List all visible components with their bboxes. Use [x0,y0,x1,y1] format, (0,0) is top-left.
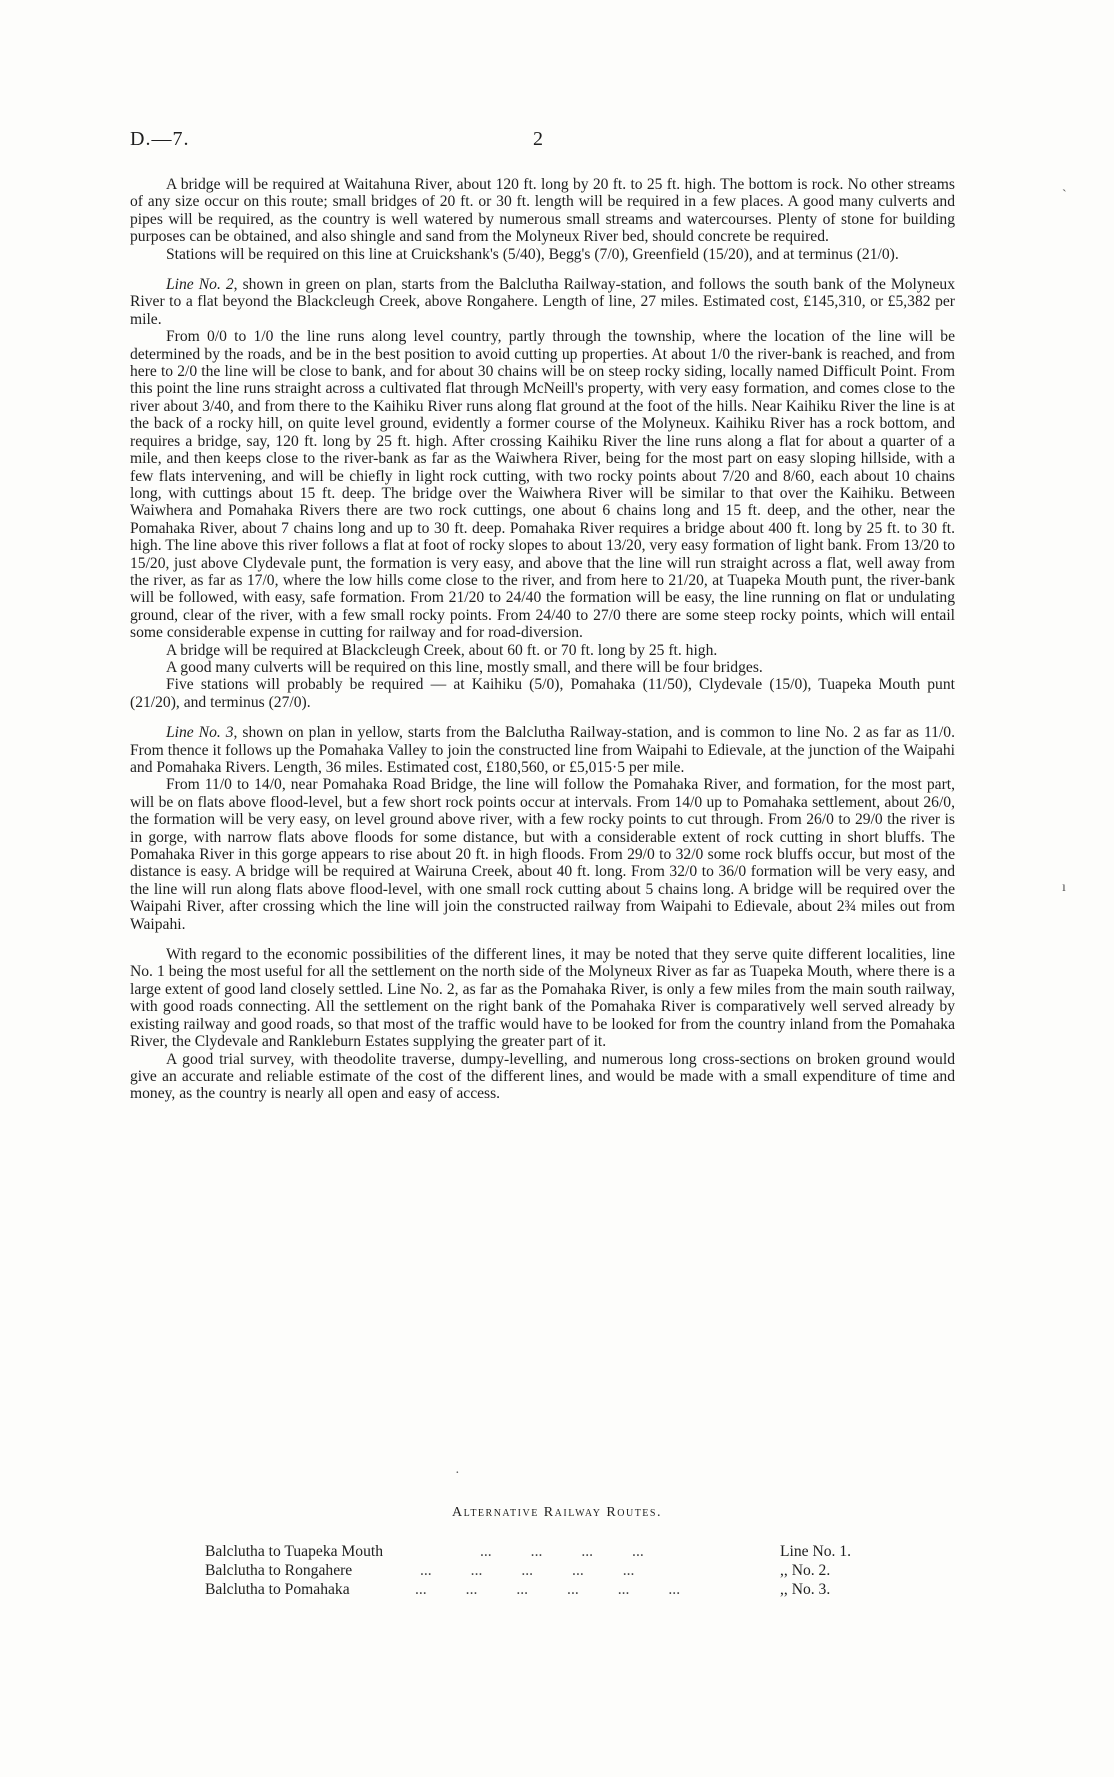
scan-mark: ` [1062,188,1067,203]
paragraph: Stations will be required on this line at Cruickshank's (5/40), Begg's (7/0), Greenfield (15/20), and at terminus (21/0). [166,245,899,263]
route-row [205,1581,885,1600]
route-name: Balclutha to Tuapeka Mouth [205,1543,384,1560]
paragraph: Line No. 3, shown on plan in yellow, starts from the Balclutha Railway-station, and is common to line No. 2 as far as 11/0. From thence it follows up the Pomahaka Valley to join the constructed line from Waipahi to Edievale, at the junction of the Waipahi and Pomahaka Rivers. Length, 36 miles. Estimated cost, £180,560, or £5,015·5 per mile. [130,724,955,776]
route-line-number: Line No. 1. [780,1543,852,1560]
paragraph: A bridge will be required at Waitahuna River, about 120 ft. long by 20 ft. to 25 ft. high. The bottom is rock. No other streams of any size occur on this route; small bridges of 20 ft. or 30 ft. length will be required in a few places. A good many culverts and pipes will be required, as the country is well watered by numerous small streams and watercourses. Plenty of stone for building purposes can be obtained, and also shingle and sand from the Molyneux River bed, should concrete be required. [130,176,955,246]
paragraph: Line No. 2, shown in green on plan, starts from the Balclutha Railway-station, and follows the south bank of the Molyneux River to a flat beyond the Blackcleugh Creek, above Rongahere. Length of line, 27 miles. Estimated cost, £145,310, or £5,382 per mile. [130,276,955,328]
line-heading: Line No. 2 [166,276,234,294]
paragraph: Five stations will probably be required — at Kaihiku (5/0), Pomahaka (11/50), Clydevale (15/0), Tuapeka Mouth punt (21/20), and terminus (27/0). [130,676,955,711]
paragraph: From 0/0 to 1/0 the line runs along level country, partly through the township, where the location of the line will be determined by the roads, and be in the best position to avoid cutting up properties. At about 1/0 the river-bank is reached, and from here to 2/0 the line will be close to bank, and for about 30 chains will be on steep rocky siding, locally named Difficult Point. From this point the line runs straight across a cultivated flat through McNeill's property, with very easy formation, and comes close to the river about 3/40, and from there to the Kaihiku River runs along flat ground at the foot of the hills. Near Kaihiku River the line is at the back of a rocky hill, on quite level ground, evidently a former course of the Molyneux. Kaihiku River has a rock bottom, and requires a bridge, say, 120 ft. long by 25 ft. high. After crossing Kaihiku River the line runs along a flat for about a quarter of a mile, and then keeps close to the river-bank as far as the Waiwhera River, being for the most part on easy sloping hillside, with a few flats intervening, and will be chiefly in light rock cutting, with two rocky points about 7/20 and 8/60, each about 10 chains long, with cuttings about 15 ft. deep. The bridge over the Waiwhera River will be similar to that over the Kaihiku. Between Waiwhera and Pomahaka Rivers there are two rock cuttings, one about 6 chains long and 15 ft. deep, and the other, near the Pomahaka River, about 7 chains long and up to 30 ft. deep. Pomahaka River requires a bridge about 400 ft. long by 25 ft. to 30 ft. high. The line above this river follows a flat at foot of rocky slopes to about 13/20, very easy formation of light bank. From 13/20 to 15/20, just above Clydevale punt, the formation is very easy, and above that the line will run straight across a flat, well away from the river, as far as 17/0, where the low hills come close to the river, and from here to 21/20, at Tuapeka Mouth punt, the river-bank will be followed, with easy, safe formation. From 21/20 to 24/40 the formation will be easy, the line running on flat or undulating ground, clear of the river, with a few small rocky points. From 24/40 to 27/0 there are some steep rocky points, which will entail some considerable expense in cutting for railway and for road-diversion. [130,328,955,642]
leader-dots: ... ... ... ... ... ... [415,1581,681,1598]
paragraph: A bridge will be required at Blackcleugh Creek, about 60 ft. or 70 ft. long by 25 ft. high. [166,641,718,659]
body-text [130,176,955,1103]
scan-mark: · [455,1466,460,1481]
scan-mark: ı [1062,880,1066,895]
route-row [205,1562,885,1581]
routes-table [205,1543,885,1600]
leader-dots: ... ... ... ... [480,1543,644,1560]
paragraph: A good many culverts will be required on this line, mostly small, and there will be four bridges. [166,658,763,676]
paragraph: A good trial survey, with theodolite traverse, dumpy-levelling, and numerous long cross-sections on broken ground would give an accurate and reliable estimate of the cost of the different lines, and would be made with a small expenditure of time and money, as the country is nearly all open and easy of access. [130,1050,955,1103]
leader-dots: ... ... ... ... ... [420,1562,635,1579]
line-heading: Line No. 3 [166,724,234,742]
route-line-number: ,, No. 2. [780,1562,831,1579]
route-row [205,1543,885,1562]
paragraph: With regard to the economic possibilities of the different lines, it may be noted that they serve quite different localities, line No. 1 being the most useful for all the settlement on the north side of the Molyneux River as far as Tuapeka Mouth, where there is a large extent of good land closely settled. Line No. 2, as far as the Pomahaka River, is only a few miles from the main south railway, with good roads connecting. All the settlement on the right bank of the Pomahaka River is comparatively well served already by existing railway and good roads, so that most of the traffic would have to be looked for from the country inland from the Pomahaka River, the Clydevale and Rankleburn Estates supplying the greater part of it. [130,946,955,1051]
route-name: Balclutha to Pomahaka [205,1581,350,1598]
route-name: Balclutha to Rongahere [205,1562,353,1579]
page-number: 2 [533,128,543,150]
route-line-number: ,, No. 3. [780,1581,831,1598]
paragraph: From 11/0 to 14/0, near Pomahaka Road Bridge, the line will follow the Pomahaka River, and formation, for the most part, will be on flats above flood-level, but a few short rock points occur at intervals. From 14/0 up to Pomahaka settlement, about 26/0, the formation will be very easy, on level ground above river, with a few rocky points to cut through. From 26/0 to 29/0 the river is in gorge, with narrow flats above floods for some distance, but with a considerable extent of rock cutting in short bluffs. The Pomahaka River in this gorge appears to rise about 20 ft. in high floods. From 29/0 to 32/0 some rock bluffs occur, but most of the distance is easy. A bridge will be required at Wairuna Creek, about 40 ft. long. From 32/0 to 36/0 formation will be very easy, and the line will run along flats above flood-level, with one small rock cutting about 5 chains long. A bridge will be required over the Waipahi River, after crossing which the line will join the constructed railway from Waipahi to Edievale, about 2¾ miles out from Waipahi. [130,776,955,933]
document-reference: D.—7. [130,128,190,150]
routes-title: Alternative Railway Routes. [452,1505,662,1520]
